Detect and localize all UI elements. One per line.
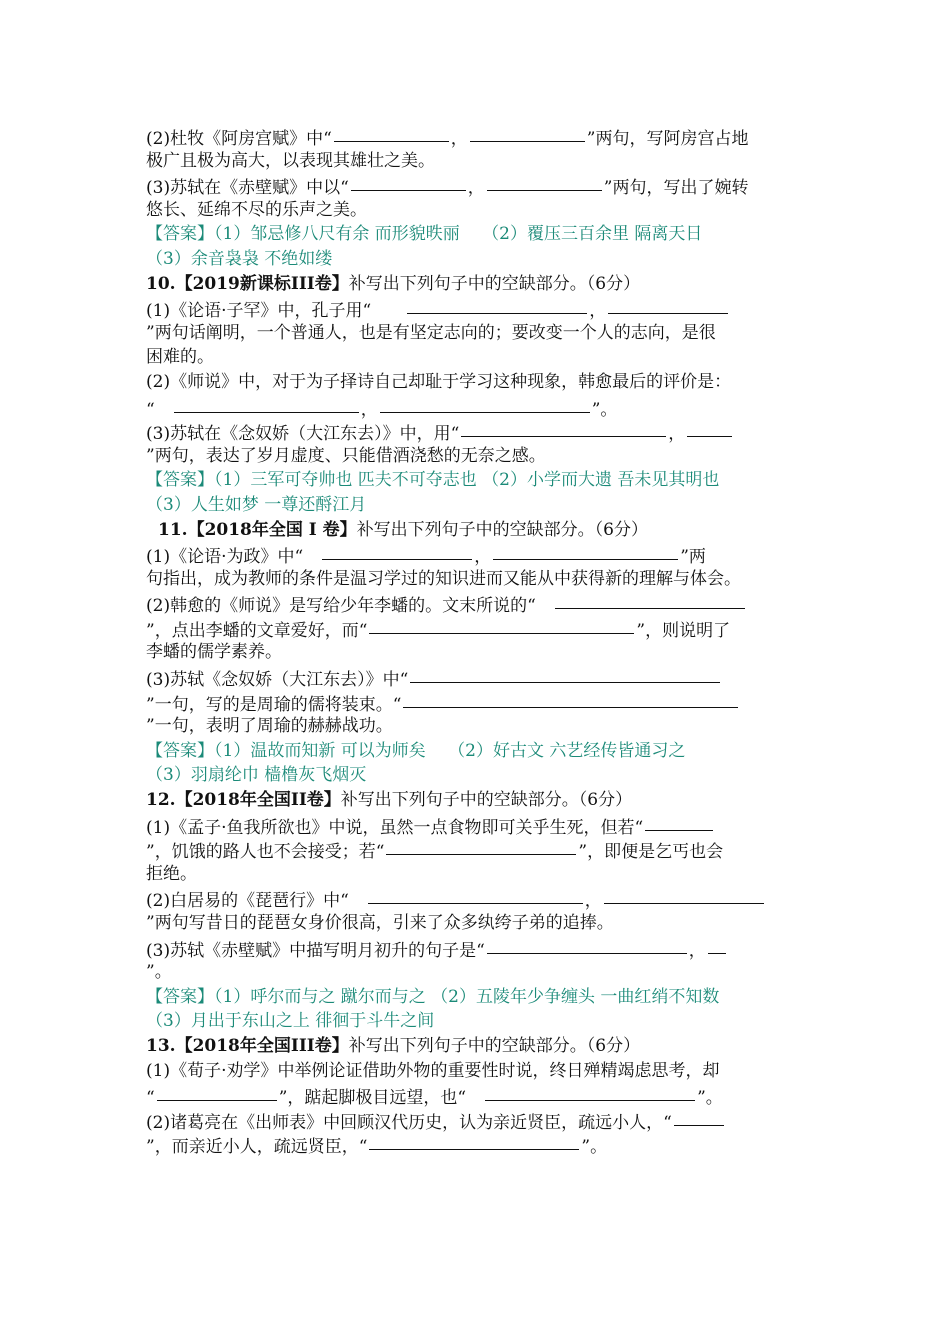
fill-in-blank xyxy=(351,173,466,191)
fill-in-blank xyxy=(386,837,576,855)
text-segment: (3)苏轼在《赤壁赋》中以“ xyxy=(146,178,349,199)
text-segment: (1)《论语·子罕》中，孔子用“ xyxy=(146,301,406,322)
answer-line xyxy=(146,739,811,764)
fill-in-blank xyxy=(487,173,602,191)
fill-in-blank xyxy=(368,886,583,904)
text-segment: ”两句，写阿房宫占地 xyxy=(586,129,749,149)
fill-in-blank xyxy=(687,419,732,437)
text-segment: (3)苏轼《念奴娇（大江东去）》中“ xyxy=(146,670,409,691)
text-segment: ”两句写昔日的琵琶女身价很高，引来了众多纨绔子弟的追捧。 xyxy=(146,913,614,933)
text-segment: ”，踮起脚极目远望，也“ xyxy=(278,1088,484,1109)
text-segment: ”，则说明了 xyxy=(636,620,731,641)
text-segment: ”，而亲近小人，疏远贤臣，“ xyxy=(146,1137,368,1158)
text-segment: ”。 xyxy=(591,399,618,420)
text-line xyxy=(146,1059,811,1084)
text-segment: ， xyxy=(584,891,602,912)
text-line xyxy=(146,1083,811,1108)
text-line xyxy=(146,1132,811,1157)
text-segment: ”。 xyxy=(697,1088,723,1109)
text-line xyxy=(146,1108,811,1133)
fill-in-blank xyxy=(645,813,713,831)
text-segment: ”。 xyxy=(581,1137,608,1158)
text-segment: 困难的。 xyxy=(146,347,214,368)
text-line xyxy=(146,296,811,321)
text-segment: 句指出，成为教师的条件是温习学过的知识进而又能从中获得新的理解与体会。 xyxy=(146,568,741,589)
text-segment: ”两句，表达了岁月虚度、只能借酒浇愁的无奈之感。 xyxy=(146,445,546,466)
text-segment: 补写出下列句子中的空缺部分。（6分） xyxy=(356,519,649,540)
text-segment: ”两句话阐明，一个普通人，也是有坚定志向的；要改变一个人的志向，是很 xyxy=(146,322,716,343)
text-line xyxy=(146,911,811,936)
text-line xyxy=(146,518,811,543)
fill-in-blank xyxy=(487,936,687,954)
fill-in-blank xyxy=(322,542,472,560)
question-heading: 13.【2018年全国III卷】 xyxy=(146,1035,349,1056)
answer-line xyxy=(146,468,811,493)
text-segment: 补写出下列句子中的空缺部分。（6分） xyxy=(348,273,641,294)
text-line xyxy=(146,395,811,420)
text-segment: ”一句，表明了周瑜的赫赫战功。 xyxy=(146,716,393,737)
fill-in-blank xyxy=(493,542,678,560)
text-segment: ， xyxy=(589,301,607,322)
text-segment: ”两句，写出了婉转 xyxy=(603,178,749,199)
fill-in-blank xyxy=(485,1083,695,1101)
text-line xyxy=(146,149,811,174)
text-line xyxy=(146,419,811,444)
text-segment: (3)苏轼在《念奴娇（大江东去）》中，用“ xyxy=(146,424,460,445)
text-line xyxy=(146,173,811,198)
text-line xyxy=(146,886,811,911)
text-line xyxy=(146,862,811,887)
text-segment: ”，即便是乞丐也会 xyxy=(578,842,724,863)
question-heading: 10.【2019新课标III卷】 xyxy=(146,273,349,294)
fill-in-blank xyxy=(470,124,585,142)
fill-in-blank xyxy=(555,591,745,609)
text-segment: ， xyxy=(688,940,706,961)
text-segment: (2)韩愈的《师说》是写给少年李蟠的。文末所说的“ xyxy=(146,596,553,617)
text-line xyxy=(146,444,811,469)
fill-in-blank xyxy=(604,886,764,904)
text-segment: 【答案】（1）温故而知新 可以为师矣 （2）好古文 六艺经传皆通习之 xyxy=(146,740,686,761)
text-segment: 补写出下列句子中的空缺部分。（6分） xyxy=(340,790,633,811)
text-line xyxy=(146,690,811,715)
text-segment: ”。 xyxy=(146,962,172,983)
answer-line xyxy=(146,493,811,518)
answer-line xyxy=(146,1009,811,1034)
text-segment: （3）余音袅袅 不绝如缕 xyxy=(146,248,333,269)
text-segment: ”两 xyxy=(680,547,706,568)
text-segment: (2)白居易的《琵琶行》中“ xyxy=(146,891,366,912)
text-segment: ”，饥饿的路人也不会接受；若“ xyxy=(146,842,385,863)
text-segment: （3）月出于东山之上 徘徊于斗牛之间 xyxy=(146,1011,435,1032)
text-line xyxy=(146,788,811,813)
text-segment: “ xyxy=(146,1088,155,1109)
fill-in-blank xyxy=(461,419,666,437)
text-segment: (1)《孟子·鱼我所欲也》中说，虽然一点食物即可关乎生死，但若“ xyxy=(146,817,644,838)
text-segment: （3）人生如梦 一尊还酹江月 xyxy=(146,494,367,515)
text-segment: 【答案】（1）邹忌修八尺有余 而形貌昳丽 （2）覆压三百余里 隔离天日 xyxy=(146,224,703,245)
text-segment: (1)《论语·为政》中“ xyxy=(146,547,321,568)
text-line xyxy=(146,591,811,616)
fill-in-blank xyxy=(403,690,738,708)
fill-in-blank xyxy=(369,616,634,634)
answer-line xyxy=(146,222,811,247)
text-segment: 【答案】（1）三军可夺帅也 匹夫不可夺志也 （2）小学而大遗 吾未见其明也 xyxy=(146,470,720,491)
text-segment: ， xyxy=(450,129,468,149)
text-segment: ， xyxy=(668,424,686,445)
text-line xyxy=(146,321,811,346)
text-segment: ， xyxy=(474,547,492,568)
text-line xyxy=(146,837,811,862)
text-line xyxy=(146,960,811,985)
answer-line xyxy=(146,985,811,1010)
text-line xyxy=(146,665,811,690)
text-segment: 补写出下列句子中的空缺部分。（6分） xyxy=(348,1035,641,1056)
text-line xyxy=(146,345,811,370)
text-line xyxy=(146,714,811,739)
question-heading: 11.【2018年全国 I 卷】 xyxy=(158,519,357,540)
answer-line xyxy=(146,763,811,788)
fill-in-blank xyxy=(174,395,359,413)
fill-in-blank xyxy=(369,1132,579,1150)
fill-in-blank xyxy=(380,395,590,413)
text-line xyxy=(146,936,811,961)
text-segment: (2)诸葛亮在《出师表》中回顾汉代历史，认为亲近贤臣，疏远小人，“ xyxy=(146,1112,672,1133)
text-line xyxy=(146,640,811,665)
text-segment: ”一句，写的是周瑜的儒将装束。“ xyxy=(146,694,402,715)
text-segment: (2)《师说》中，对于为子择诗自己却耻于学习这种现象，韩愈最后的评价是： xyxy=(146,371,732,392)
text-segment: ， xyxy=(467,178,485,199)
text-segment: ， xyxy=(360,399,378,420)
text-segment: 极广且极为高大，以表现其雄壮之美。 xyxy=(146,150,435,171)
text-line xyxy=(146,813,811,838)
text-line xyxy=(146,198,811,223)
text-segment: (3)苏轼《赤壁赋》中描写明月初升的句子是“ xyxy=(146,940,485,961)
text-segment: 拒绝。 xyxy=(146,863,197,884)
fill-in-blank xyxy=(410,665,720,683)
text-line xyxy=(146,370,811,395)
fill-in-blank xyxy=(674,1108,724,1126)
text-segment: （3）羽扇纶巾 樯橹灰飞烟灭 xyxy=(146,765,367,786)
fill-in-blank xyxy=(608,296,728,314)
text-line xyxy=(146,272,811,297)
text-segment: 【答案】（1）呼尔而与之 蹴尔而与之 （2）五陵年少争缠头 一曲红绡不知数 xyxy=(146,986,720,1007)
text-line xyxy=(146,567,811,592)
fill-in-blank xyxy=(334,124,449,142)
text-segment: (1)《荀子·劝学》中举例论证借助外物的重要性时说，终日殚精竭虑思考，却 xyxy=(146,1060,720,1081)
text-segment: “ xyxy=(146,399,172,420)
text-segment: ”，点出李蟠的文章爱好，而“ xyxy=(146,620,368,641)
text-line xyxy=(146,124,811,149)
fill-in-blank xyxy=(157,1083,277,1101)
text-line xyxy=(146,1034,811,1059)
question-heading: 12.【2018年全国II卷】 xyxy=(146,790,341,811)
text-segment: 李蟠的儒学素养。 xyxy=(146,642,282,663)
document-page xyxy=(146,124,811,1157)
text-line xyxy=(146,542,811,567)
answer-line xyxy=(146,247,811,272)
text-line xyxy=(146,616,811,641)
text-segment: 悠长、延绵不尽的乐声之美。 xyxy=(146,199,367,220)
text-segment: (2)杜牧《阿房宫赋》中“ xyxy=(146,129,332,149)
fill-in-blank xyxy=(407,296,587,314)
fill-in-blank xyxy=(708,936,726,954)
